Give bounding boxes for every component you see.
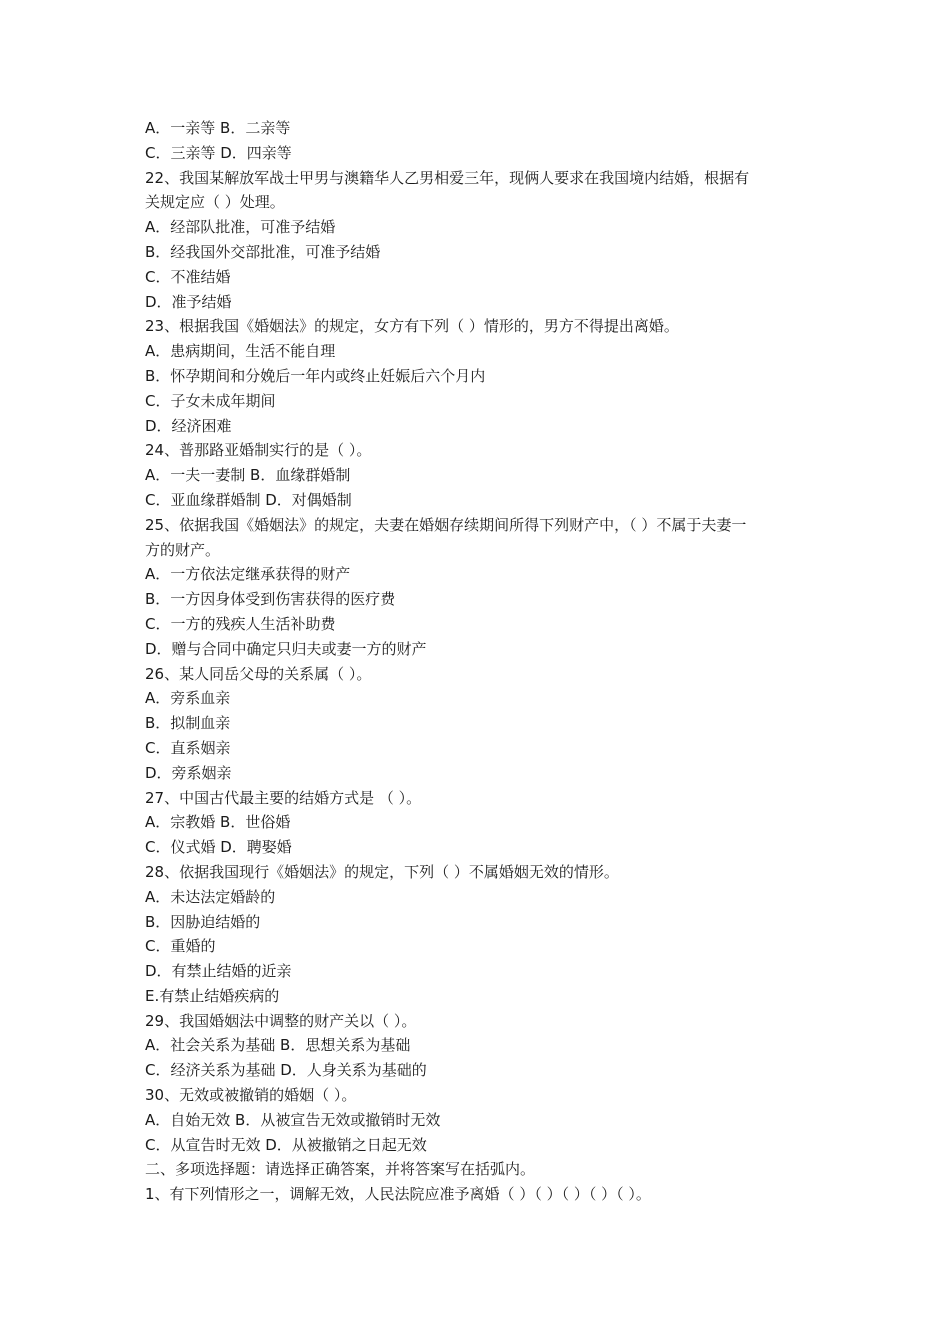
option-line: B．怀孕期间和分娩后一年内或终止妊娠后六个月内 [145,366,486,385]
option-line: A．患病期间，生活不能自理 [145,342,336,361]
option-line: C．亚血缘群婚制 D．对偶婚制 [145,490,352,509]
question-27-stem: 27、中国古代最主要的结婚方式是 （ ）。 [145,788,422,807]
question-26-stem: 26、某人同岳父母的关系属（ ）。 [145,664,372,683]
section-heading-multiple-choice: 二、多项选择题：请选择正确答案，并将答案写在括弧内。 [145,1160,536,1179]
document-body [145,116,815,1207]
text-line: A．一亲等 B．二亲等 [145,119,291,137]
option-line: D．准予结婚 [145,292,232,311]
option-line: A．自始无效 B．从被宣告无效或撤销时无效 [145,1110,441,1129]
option-line: A．未达法定婚龄的 [145,887,276,906]
option-line: D．旁系姻亲 [145,763,232,782]
question-30-stem: 30、无效或被撤销的婚姻（ ）。 [145,1086,357,1105]
option-line: C．重婚的 [145,937,216,956]
option-line: D．赠与合同中确定只归夫或妻一方的财产 [145,639,427,658]
option-line: C．直系姻亲 [145,738,231,757]
question-25-stem: 25、依据我国《婚姻法》的规定，夫妻在婚姻存续期间所得下列财产中，（ ）不属于夫妻一 [145,515,747,534]
option-line: B．经我国外交部批准，可准予结婚 [145,242,381,261]
option-line: B．一方因身体受到伤害获得的医疗费 [145,590,396,609]
option-line: A．一方依法定继承获得的财产 [145,565,351,584]
option-line: A．经部队批准，可准予结婚 [145,218,336,237]
option-line: D．有禁止结婚的近亲 [145,962,292,981]
question-23-stem: 23、根据我国《婚姻法》的规定，女方有下列（ ）情形的，男方不得提出离婚。 [145,317,679,336]
question-25-stem-cont: 方的财产。 [145,540,221,559]
option-line: C．仪式婚 D．聘娶婚 [145,838,292,857]
option-line: E.有禁止结婚疾病的 [145,986,280,1005]
option-line: D．经济困难 [145,416,232,435]
multi-question-1-stem: 1、有下列情形之一，调解无效，人民法院应准予离婚（ ）（ ）（ ）（ ）（ ）。 [145,1185,651,1204]
option-line: C．子女未成年期间 [145,391,276,410]
text-line: C．三亲等 D．四亲等 [145,143,292,162]
option-line: A．宗教婚 B．世俗婚 [145,813,291,832]
question-22-stem-cont: 关规定应（ ）处理。 [145,193,285,212]
question-22-stem: 22、我国某解放军战士甲男与澳籍华人乙男相爱三年，现俩人要求在我国境内结婚，根据有 [145,168,750,187]
option-line: C．经济关系为基础 D．人身关系为基础的 [145,1061,427,1080]
option-line: C．不准结婚 [145,267,231,286]
question-29-stem: 29、我国婚姻法中调整的财产关以（ ）。 [145,1011,417,1030]
option-line: A．一夫一妻制 B．血缘群婚制 [145,466,351,485]
option-line: A．社会关系为基础 B．思想关系为基础 [145,1036,411,1055]
option-line: C．一方的残疾人生活补助费 [145,614,336,633]
option-line: C．从宣告时无效 D．从被撤销之日起无效 [145,1135,427,1154]
question-28-stem: 28、依据我国现行《婚姻法》的规定，下列（ ）不属婚姻无效的情形。 [145,862,619,881]
question-24-stem: 24、普那路亚婚制实行的是（ ）。 [145,441,372,460]
option-line: B．拟制血亲 [145,714,231,733]
option-line: A．旁系血亲 [145,689,231,708]
option-line: B．因胁迫结婚的 [145,912,261,931]
